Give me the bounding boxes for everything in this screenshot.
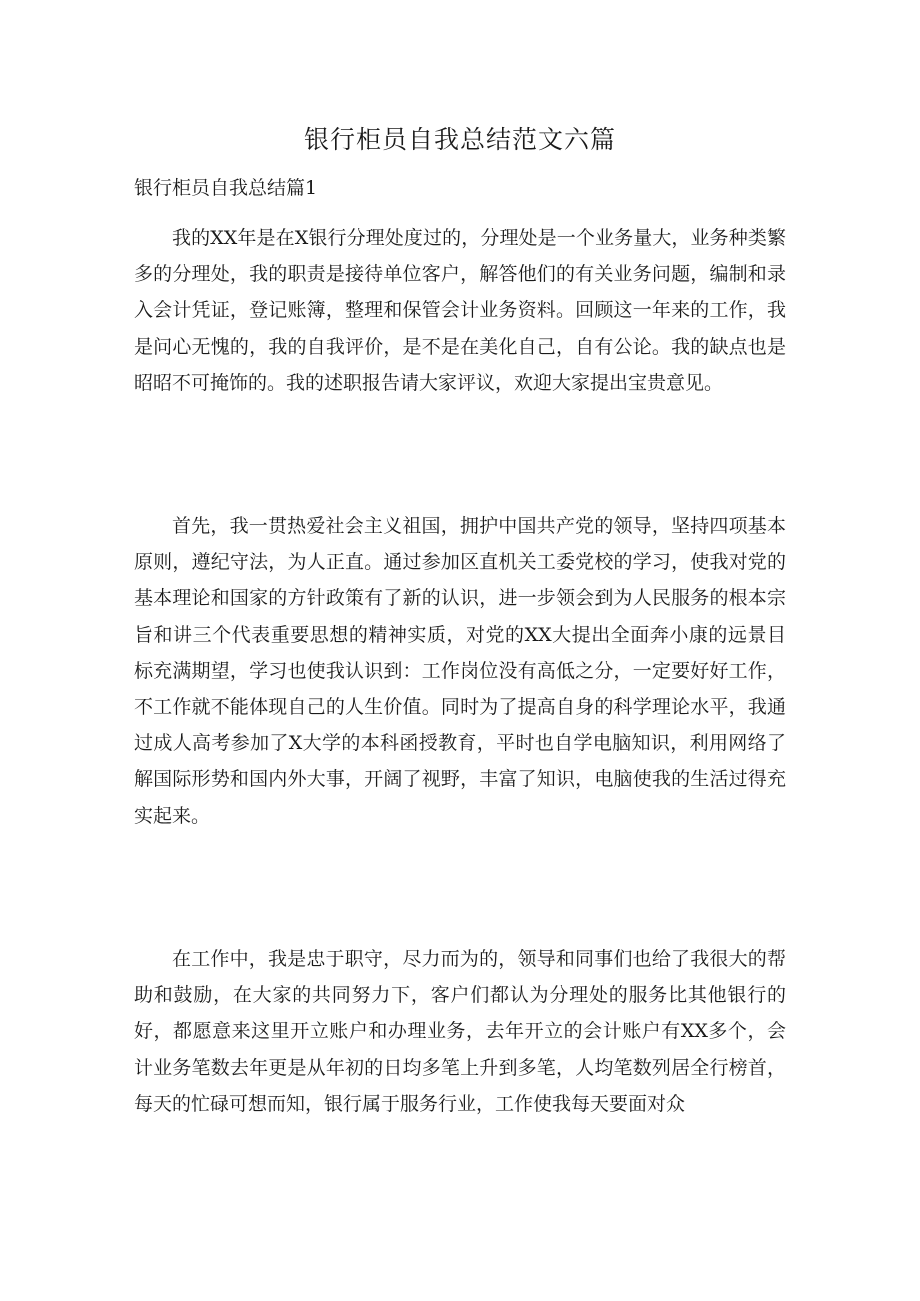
document-title: 银行柜员自我总结范文六篇 — [303, 125, 616, 154]
section-heading: 银行柜员自我总结篇1 — [134, 177, 318, 199]
body-paragraph: 在工作中，我是忠于职守，尽力而为的，领导和同事们也给了我很大的帮助和鼓励，在大家的共同努力下，客户们都认为分理处的服务比其他银行的好，都愿意来这里开立账户和办理业务，去年开立的会计账户有XX多个，会计业务笔数去年更是从年初的日均多笔上升到多笔，人均笔数列居全行榜首，每天的忙碌可想而知，银行属于服务行业，工作使我每天要面对众 — [134, 948, 786, 1115]
body-paragraph: 首先，我一贯热爱社会主义祖国，拥护中国共产党的领导，坚持四项基本原则，遵纪守法，为人正直。通过参加区直机关工委党校的学习，使我对党的基本理论和国家的方针政策有了新的认识，进一步领会到为人民服务的根本宗旨和讲三个代表重要思想的精神实质，对党的XX大提出全面奔小康的远景目标充满期望，学习也使我认识到：工作岗位没有高低之分，一定要好好工作，不工作就不能体现自己的人生价值。同时为了提高自身的科学理论水平，我通过成人高考参加了X大学的本科函授教育，平时也自学电脑知识，利用网络了解国际形势和国内外大事，开阔了视野，丰富了知识，电脑使我的生活过得充实起来。 — [134, 515, 786, 827]
body-paragraph: 我的XX年是在X银行分理处度过的，分理处是一个业务量大，业务种类繁多的分理处，我的职责是接待单位客户，解答他们的有关业务问题，编制和录入会计凭证，登记账簿，整理和保管会计业务资料。回顾这一年来的工作，我是问心无愧的，我的自我评价，是不是在美化自己，自有公论。我的缺点也是昭昭不可掩饰的。我的述职报告请大家评议，欢迎大家提出宝贵意见。 — [134, 227, 786, 394]
